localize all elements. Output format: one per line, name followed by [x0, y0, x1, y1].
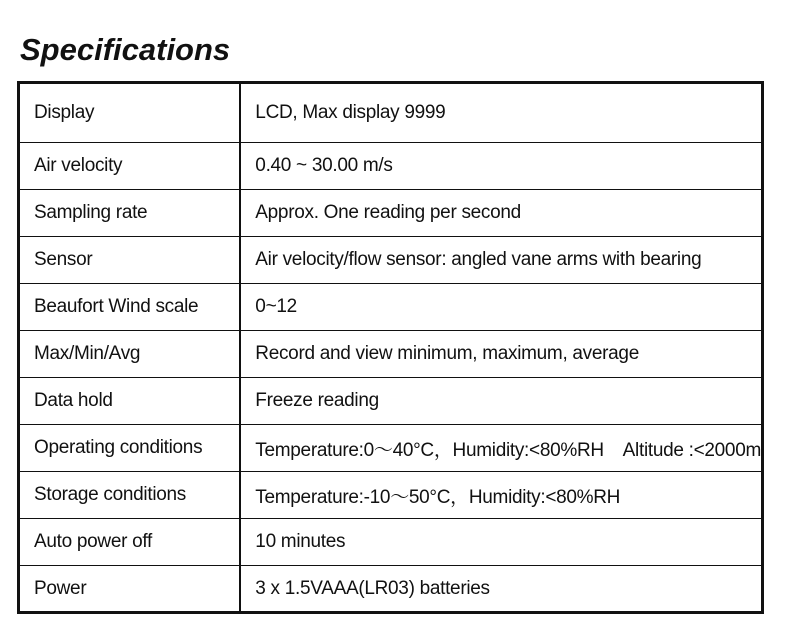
spec-value: 0~12: [240, 284, 762, 331]
table-row: [19, 237, 763, 284]
spec-value: Temperature:-10～50°C，Humidity:<80%RH: [240, 472, 762, 519]
spec-value: 10 minutes: [240, 519, 762, 566]
spec-label: Sampling rate: [19, 190, 241, 237]
spec-label: Power: [19, 566, 241, 613]
spec-value: Air velocity/flow sensor: angled vane arms with bearing: [240, 237, 762, 284]
spec-label: Air velocity: [19, 143, 241, 190]
spec-label: Display: [19, 83, 241, 143]
spec-value: Temperature:0～40°C，Humidity:<80%RH Altitude :<2000m: [240, 425, 762, 472]
table-row: [19, 143, 763, 190]
spec-value: Approx. One reading per second: [240, 190, 762, 237]
table-row: [19, 83, 763, 143]
spec-value: Freeze reading: [240, 378, 762, 425]
table-row: [19, 284, 763, 331]
table-row: [19, 472, 763, 519]
table-row: [19, 331, 763, 378]
spec-value: Record and view minimum, maximum, average: [240, 331, 762, 378]
table-row: [19, 378, 763, 425]
spec-label: Max/Min/Avg: [19, 331, 241, 378]
spec-label: Beaufort Wind scale: [19, 284, 241, 331]
table-row: [19, 566, 763, 613]
table-row: [19, 425, 763, 472]
spec-label: Sensor: [19, 237, 241, 284]
table-row: [19, 190, 763, 237]
spec-label: Storage conditions: [19, 472, 241, 519]
spec-label: Data hold: [19, 378, 241, 425]
spec-value: 0.40 ~ 30.00 m/s: [240, 143, 762, 190]
table-row: [19, 519, 763, 566]
specifications-table: [17, 81, 764, 614]
spec-label: Operating conditions: [19, 425, 241, 472]
spec-value: 3 x 1.5VAAA(LR03) batteries: [240, 566, 762, 613]
page-title: Specifications: [20, 32, 231, 67]
spec-label: Auto power off: [19, 519, 241, 566]
spec-value: LCD, Max display 9999: [240, 83, 762, 143]
